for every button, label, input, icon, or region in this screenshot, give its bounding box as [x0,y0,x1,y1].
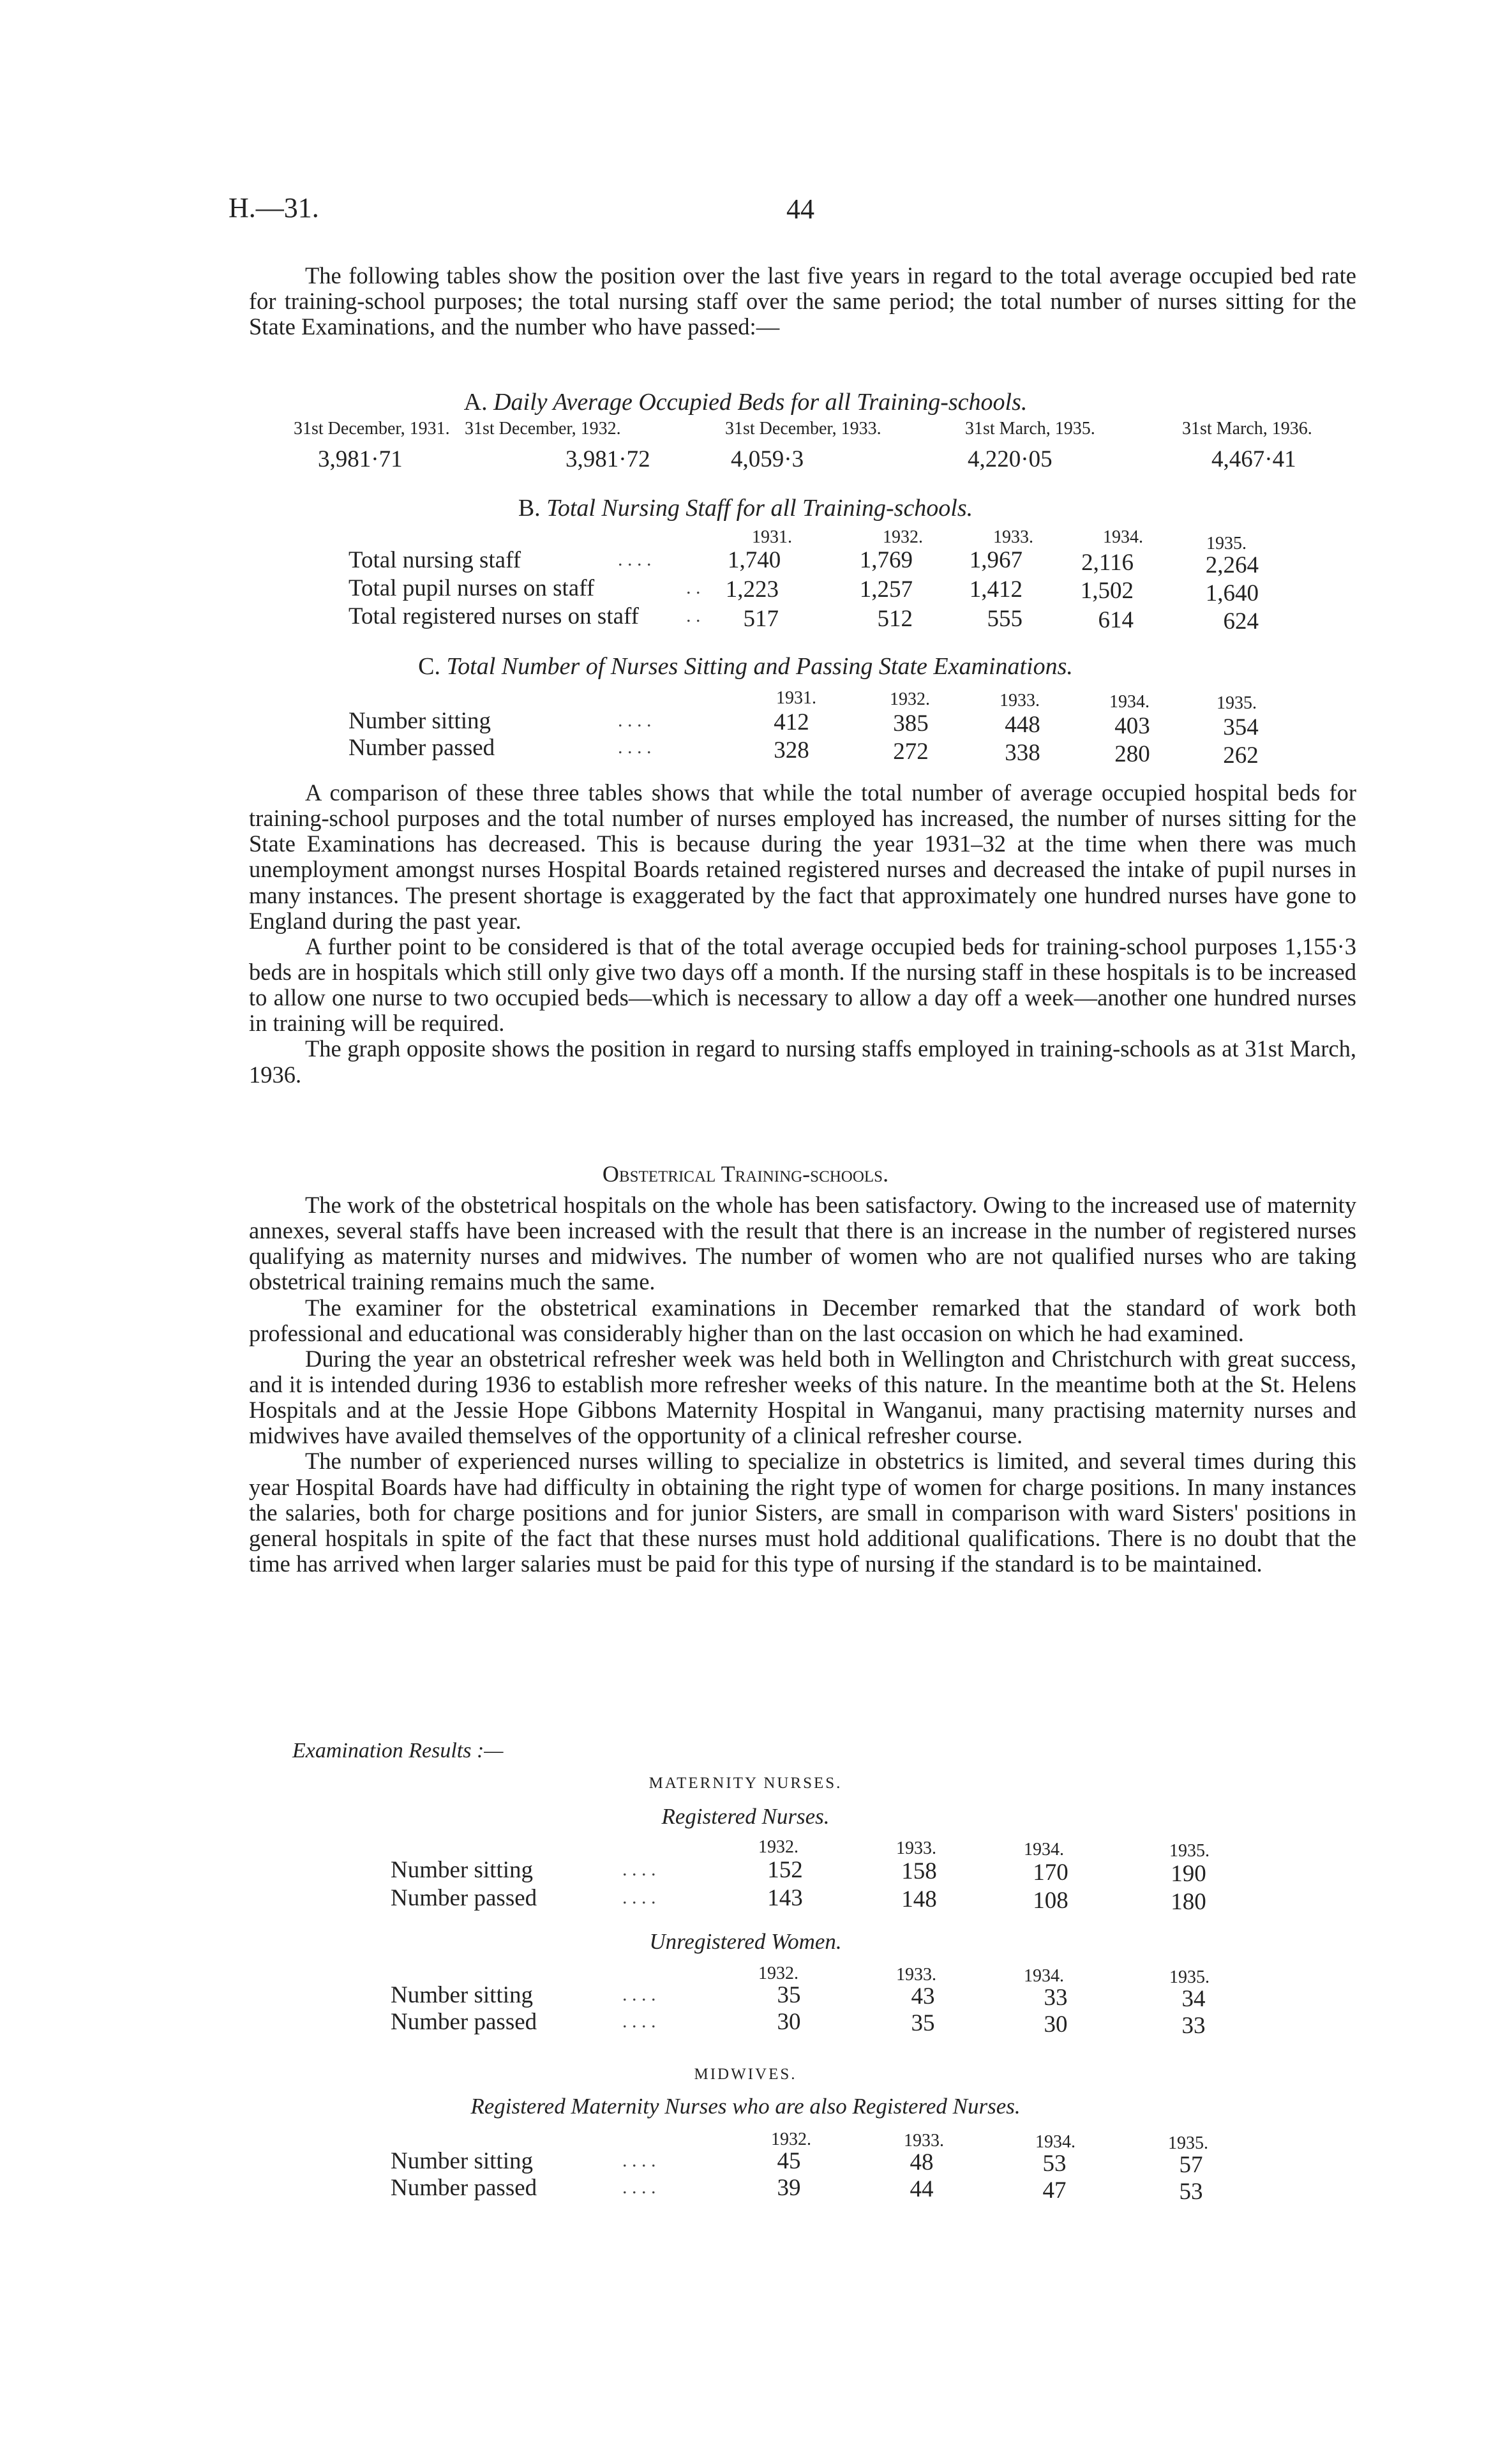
table-b-cell: 1,223 [725,576,779,603]
registered-row-label: Number sitting [391,1857,534,1883]
paragraph: A further point to be considered is that of the total average occupied beds for training-school purposes 1,155·3 beds are in hospitals which still only give two days off a month. If the nursing staff in these hospitals is to be increased to allow one nurse to two occupied beds—which is necessary to allow a day off a week—another one hundred nurses in training will be required. [249,933,1356,1037]
table-b-cell: 1,967 [969,547,1023,573]
midwives-row-label: Number passed [391,2175,537,2201]
unregistered-cell: 34 [1181,1986,1206,2012]
table-a-value: 4,220·05 [968,446,1053,472]
midwives-cell: 53 [1042,2151,1067,2177]
table-b-cell: 614 [1098,607,1134,633]
table-b-row-label: Total nursing staff [348,547,521,573]
unregistered-cell: 33 [1181,2013,1206,2039]
midwives-year: 1932. [771,2130,811,2149]
table-a-value: 4,467·41 [1211,446,1296,472]
table-b-row-label: Total registered nurses on staff [348,603,639,629]
registered-year: 1932. [758,1837,798,1857]
maternity-nurses-heading: MATERNITY NURSES. [648,1775,843,1792]
midwives-year: 1935. [1168,2133,1208,2153]
table-b-cell: 1,257 [859,576,913,603]
paragraph: The examiner for the obstetrical examinations in December remarked that the standard of work both professional and educational was considerably higher than on the last occasion on which he had examined. [249,1294,1356,1346]
table-a-date: 31st December, 1932. [465,419,621,439]
table-c-cell: 385 [893,710,929,737]
unregistered-cell: 35 [777,1982,801,2008]
unregistered-cell: 33 [1044,1985,1068,2011]
table-a-value: 3,981·71 [318,446,403,472]
table-a-date: 31st March, 1935. [965,419,1095,439]
midwives-leader: . . . . [622,2177,656,2198]
table-a-title: Daily Average Occupied Beds for all Training-schools. [493,389,1028,416]
table-c-year: 1932. [890,689,930,709]
exam-results-label: Examination Results :— [292,1739,504,1762]
midwives-year: 1934. [1035,2132,1075,2152]
table-c-row-label: Number passed [348,735,495,761]
table-b-cell: 624 [1223,608,1259,635]
table-a-date: 31st December, 1931. [294,419,450,439]
table-b-cell: 1,412 [969,576,1023,603]
unregistered-leader: . . . . [622,2011,656,2032]
table-c-row-label: Number sitting [348,708,491,734]
obstetrical-heading: Obstetrical Training-schools. [602,1161,889,1187]
table-b-cell: 1,740 [728,547,781,573]
page-number: 44 [786,193,814,225]
comparison-paragraphs [249,780,1356,1088]
table-c-cell: 272 [893,739,929,765]
table-b-row-label: Total pupil nurses on staff [348,575,595,601]
unregistered-year: 1933. [896,1965,936,1985]
table-b-cell: 2,264 [1205,552,1259,578]
registered-year: 1933. [896,1838,936,1858]
table-b-leader: . . . . [618,549,652,570]
table-b-cell: 517 [743,606,779,632]
midwives-cell: 45 [777,2148,801,2174]
table-c-cell: 328 [774,737,809,763]
midwives-heading: MIDWIVES. [694,2066,797,2083]
table-a-heading [0,388,1491,416]
unregistered-leader: . . . . [622,1984,656,2005]
registered-cell: 180 [1171,1889,1206,1915]
midwives-year: 1933. [904,2131,944,2151]
table-b-year: 1934. [1103,527,1143,547]
table-c-heading [0,652,1491,680]
registered-cell: 170 [1033,1859,1068,1886]
table-c-title: Total Number of Nurses Sitting and Passing State Examinations. [446,653,1073,680]
midwives-cell: 48 [910,2149,934,2175]
registered-year: 1934. [1024,1840,1064,1859]
table-b-title: Total Nursing Staff for all Training-schools. [546,495,973,522]
registered-cell: 158 [901,1858,937,1884]
table-a-letter: A. [463,389,488,416]
unregistered-row-label: Number passed [391,2009,537,2035]
table-b-cell: 1,769 [859,547,913,573]
table-a-value: 3,981·72 [566,446,650,472]
unregistered-row-label: Number sitting [391,1982,534,2008]
midwives-title: Registered Maternity Nurses who are also Registered Nurses. [470,2094,1021,2119]
registered-cell: 190 [1171,1861,1206,1887]
table-b-letter: B. [518,495,541,522]
table-c-cell: 280 [1114,741,1150,767]
midwives-row-label: Number sitting [391,2148,534,2174]
midwives-leader: . . . . [622,2150,656,2171]
table-c-leader: . . . . [618,710,652,731]
unregistered-cell: 30 [1044,2011,1068,2038]
unregistered-cell: 35 [911,2010,935,2036]
table-c-cell: 412 [774,709,809,735]
registered-cell: 108 [1033,1888,1068,1914]
table-c-cell: 354 [1223,714,1259,740]
table-b-cell: 555 [987,606,1023,632]
unregistered-cell: 43 [911,1983,935,2010]
table-b-cell: 1,640 [1205,580,1259,606]
table-c-year: 1931. [776,688,816,708]
table-c-year: 1935. [1217,693,1257,713]
unregistered-cell: 30 [777,2009,801,2035]
table-b-year: 1931. [752,527,792,547]
table-b-year: 1935. [1206,534,1247,553]
table-b-heading [0,494,1491,522]
midwives-cell: 39 [777,2175,801,2201]
unregistered-year: 1935. [1169,1967,1210,1987]
table-c-leader: . . . . [618,737,652,758]
midwives-cell: 53 [1179,2179,1203,2205]
midwives-cell: 57 [1179,2152,1203,2178]
table-c-year: 1933. [1000,691,1040,710]
registered-leader: . . . . [622,1887,656,1908]
registered-nurses-title: Registered Nurses. [661,1804,830,1829]
table-b-cell: 1,502 [1080,578,1134,604]
table-b-cell: 512 [877,606,913,632]
table-b-cell: 2,116 [1081,550,1134,576]
paragraph: The graph opposite shows the position in regard to nursing staffs employed in training-schools as at 31st March, 1936. [249,1035,1356,1088]
paragraph: The work of the obstetrical hospitals on the whole has been satisfactory. Owing to the increased use of maternity annexes, several staffs have been increased with the result that there is an increase in the number of registered nurses qualifying as maternity nurses and midwives. The number of women who are not qualified nurses who are taking obstetrical training remains much the same. [249,1192,1356,1295]
unregistered-year: 1932. [758,1964,798,1983]
midwives-cell: 44 [910,2176,934,2202]
paragraph: During the year an obstetrical refresher week was held both in Wellington and Christchurch with great success, and it is intended during 1936 to establish more refresher weeks of this nature. In the meantime both at the St. Helens Hospitals and at the Jessie Hope Gibbons Maternity Hospital in Wanganui, many practising maternity nurses and midwives have availed themselves of the opportunity of a clinical refresher course. [249,1345,1356,1449]
table-c-cell: 448 [1005,712,1040,738]
table-c-cell: 262 [1223,742,1259,769]
intro-paragraph [249,263,1356,340]
registered-year: 1935. [1169,1841,1210,1861]
registered-cell: 143 [767,1885,803,1911]
obstetrical-paragraphs [249,1192,1356,1577]
table-b-leader: . . [686,605,701,626]
registered-row-label: Number passed [391,1885,537,1911]
registered-cell: 148 [901,1886,937,1912]
registered-leader: . . . . [622,1859,656,1880]
midwives-cell: 47 [1042,2177,1067,2204]
table-b-year: 1932. [883,527,923,547]
table-a-value: 4,059·3 [731,446,804,472]
unregistered-women-title: Unregistered Women. [649,1929,842,1954]
intro-text: The following tables show the position over the last five years in regard to the total average occupied bed rate for training-school purposes; the total nursing staff over the same period; the total number of nurses sitting for the State Examinations, and the number who have passed:— [249,262,1356,340]
document-reference: H.—31. [229,192,319,223]
table-c-cell: 403 [1114,713,1150,739]
table-c-cell: 338 [1005,740,1040,766]
table-a-date: 31st March, 1936. [1182,419,1312,439]
unregistered-year: 1934. [1024,1966,1064,1986]
paragraph: The number of experienced nurses willing to specialize in obstetrics is limited, and several times during this year Hospital Boards have had difficulty in obtaining the right type of women for charge positions. In many instances the salaries, both for charge positions and for junior Sisters, are small in comparison with ward Sisters' positions in general hospitals in spite of the fact that these nurses must hold additional qualifications. There is no doubt that the time has arrived when larger salaries must be paid for this type of nursing if the standard is to be maintained. [249,1448,1356,1577]
table-a-date: 31st December, 1933. [725,419,881,439]
registered-cell: 152 [767,1857,803,1883]
paragraph: A comparison of these three tables shows that while the total number of average occupied hospital beds for training-school purposes and the total number of nurses employed has increased, the number of nurses sitting for the State Examinations has decreased. This is because during the year 1931–32 at the time when there was much unemployment amongst nurses Hospital Boards retained registered nurses and decreased the intake of pupil nurses in many instances. The present shortage is exaggerated by the fact that approximately one hundred nurses have gone to England during the past year. [249,779,1356,934]
table-b-leader: . . [686,577,701,598]
table-b-year: 1933. [993,527,1033,547]
table-c-year: 1934. [1109,692,1150,712]
table-c-letter: C. [418,653,440,680]
